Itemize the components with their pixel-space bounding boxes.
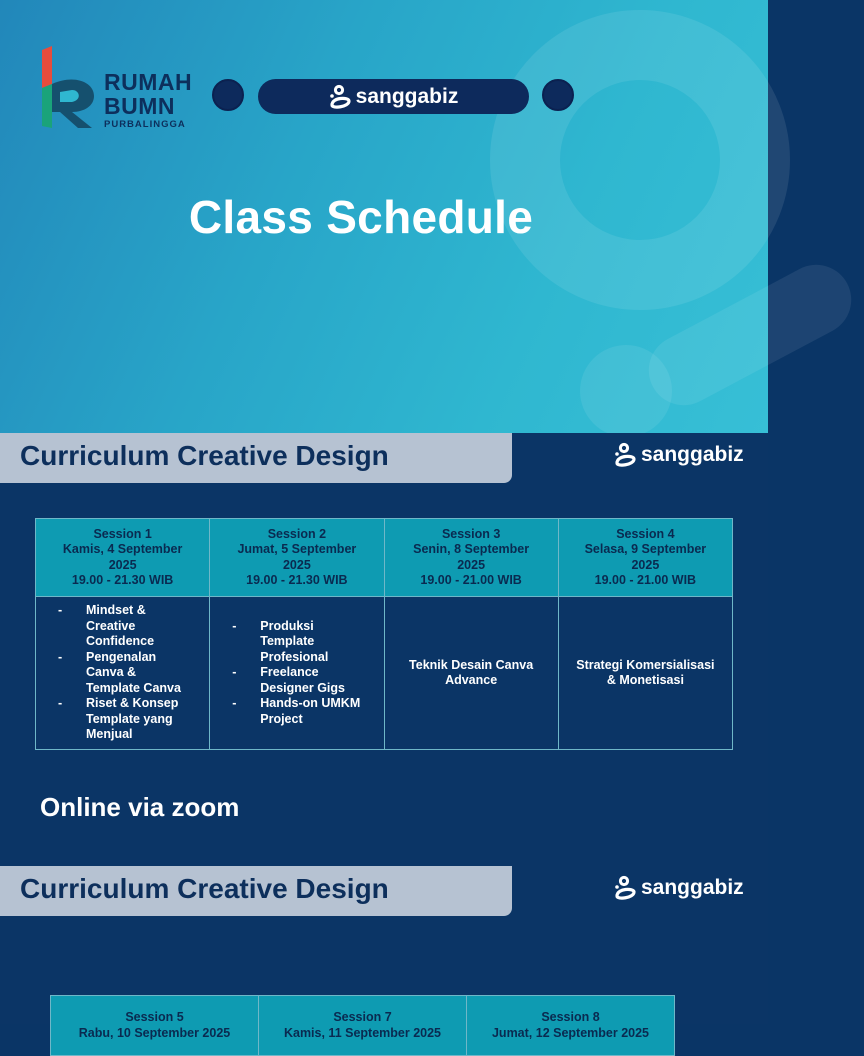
sanggabiz-logo-icon [329,85,353,109]
logo-line-purbalingga: PURBALINGGA [104,119,186,130]
rumah-bumn-logo [38,44,208,134]
section-title: Curriculum Creative Design [20,440,389,471]
sanggabiz-brand-name: sanggabiz [355,84,459,108]
decorative-ring [490,10,790,310]
table-header-row [51,996,675,1056]
list-item: - Mindset & Creative Confidence [58,603,203,650]
curriculum-slide-1 [0,433,768,866]
decorative-dot [580,345,672,437]
list-item: - Riset & Konsep Template yang Menjual [58,696,203,743]
section-banner [0,866,512,916]
sanggabiz-brand-name: sanggabiz [641,876,744,899]
session-topics [36,597,210,750]
session-topics: Strategi Komersialisasi & Monetisasi [558,597,732,750]
session-topics [210,597,384,750]
decorative-dot-left [212,79,244,111]
table-row [36,597,733,750]
sanggabiz-brand-name: sanggabiz [641,443,744,466]
decorative-dot-right [542,79,574,111]
hero-section [0,0,768,433]
session-header: Session 5 Rabu, 10 September 2025 [51,996,259,1056]
logo-line-bumn: BUMN [104,93,175,119]
session-topics: Teknik Desain Canva Advance [384,597,558,750]
sanggabiz-corner-logo [614,876,744,904]
sanggabiz-pill [258,79,529,114]
session-header: Session 1 Kamis, 4 September 2025 19.00 - 21.30 WIB [36,519,210,597]
session-header: Session 2 Jumat, 5 September 2025 19.00 - 21.30 WIB [210,519,384,597]
table-header-row [36,519,733,597]
page-title: Class Schedule [188,191,534,243]
delivery-mode-text: Online via zoom [40,792,240,822]
list-item: - Pengenalan Canva & Template Canva [58,650,203,697]
section-banner [0,433,512,483]
session-header: Session 7 Kamis, 11 September 2025 [259,996,467,1056]
sanggabiz-logo-icon [614,876,638,900]
sanggabiz-logo-icon [614,443,638,467]
schedule-table [35,518,733,750]
list-item: - Produksi Template Profesional [232,619,377,666]
logo-line-rumah: RUMAH [104,69,193,95]
curriculum-slide-2 [0,866,768,1040]
session-header: Session 8 Jumat, 12 September 2025 [467,996,675,1056]
list-item: - Hands-on UMKM Project [232,696,377,727]
list-item: - Freelance Designer Gigs [232,665,377,696]
schedule-table [50,995,675,1056]
section-title: Curriculum Creative Design [20,873,389,904]
rumah-bumn-logo-icon [38,44,102,134]
session-header: Session 3 Senin, 8 September 2025 19.00 - 21.00 WIB [384,519,558,597]
session-header: Session 4 Selasa, 9 September 2025 19.00 - 21.00 WIB [558,519,732,597]
sanggabiz-corner-logo [614,443,744,471]
